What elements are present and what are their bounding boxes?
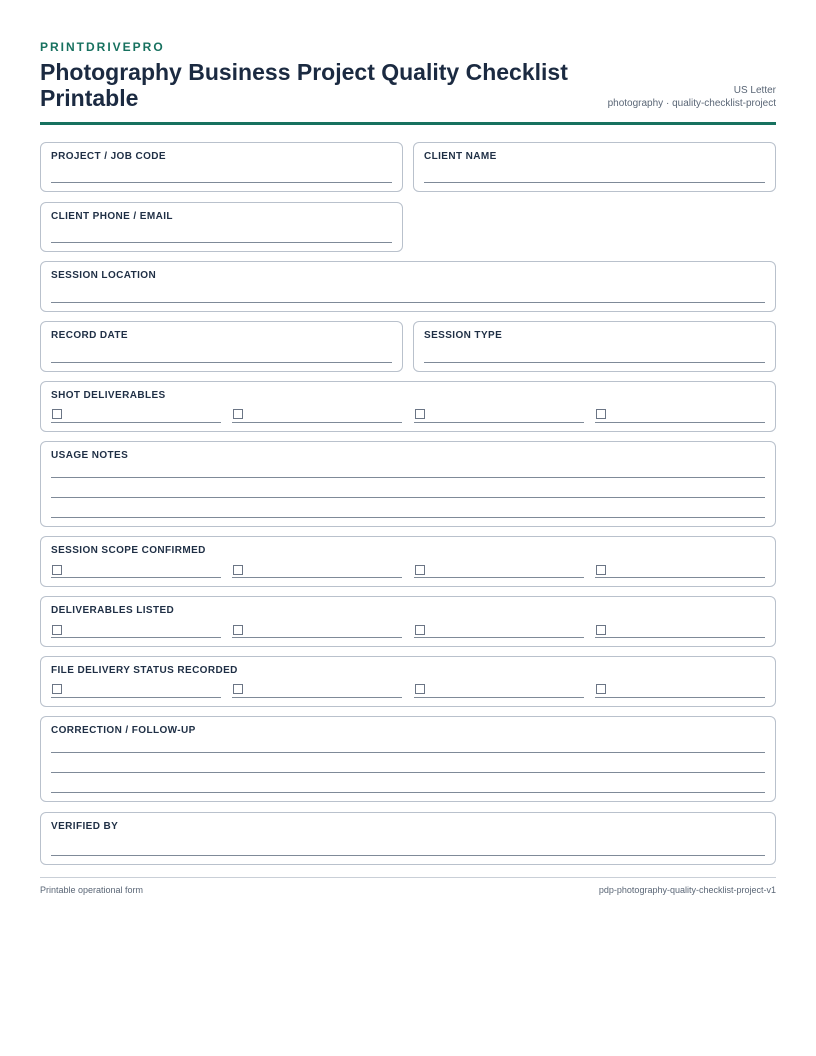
client-name-field[interactable]	[413, 142, 776, 192]
field-label: PROJECT / JOB CODE	[51, 151, 166, 162]
checkbox[interactable]	[596, 565, 606, 575]
record-date-field[interactable]	[40, 321, 403, 372]
write-line[interactable]	[51, 302, 765, 303]
verified-by-field[interactable]	[40, 812, 776, 865]
checkbox[interactable]	[596, 409, 606, 419]
write-line[interactable]	[51, 697, 221, 698]
checkbox[interactable]	[596, 625, 606, 635]
field-label: SESSION LOCATION	[51, 270, 157, 281]
write-line[interactable]	[51, 577, 221, 578]
write-line[interactable]	[51, 752, 765, 753]
field-label: RECORD DATE	[51, 330, 128, 341]
write-line[interactable]	[414, 697, 584, 698]
write-line[interactable]	[595, 697, 765, 698]
paper-size: US Letter	[733, 85, 776, 96]
checkbox[interactable]	[415, 625, 425, 635]
write-line[interactable]	[51, 182, 392, 183]
field-label: CLIENT PHONE / EMAIL	[51, 211, 173, 222]
field-label: DELIVERABLES LISTED	[51, 605, 175, 616]
write-line[interactable]	[232, 637, 402, 638]
write-line[interactable]	[232, 697, 402, 698]
field-label: SESSION TYPE	[424, 330, 503, 341]
write-line[interactable]	[595, 422, 765, 423]
checkbox[interactable]	[233, 565, 243, 575]
write-line[interactable]	[51, 772, 765, 773]
write-line[interactable]	[51, 477, 765, 478]
usage-notes-field[interactable]	[40, 441, 776, 527]
footer-divider	[40, 877, 776, 878]
field-label: VERIFIED BY	[51, 821, 119, 832]
page-title: Photography Business Project Quality Checklist Printable	[40, 59, 568, 111]
write-line[interactable]	[51, 242, 392, 243]
write-line[interactable]	[414, 422, 584, 423]
write-line[interactable]	[51, 792, 765, 793]
write-line[interactable]	[595, 637, 765, 638]
checkbox[interactable]	[415, 565, 425, 575]
checkbox[interactable]	[415, 409, 425, 419]
footer-form-type: Printable operational form	[40, 885, 144, 895]
write-line[interactable]	[414, 637, 584, 638]
write-line[interactable]	[51, 855, 765, 856]
checkbox[interactable]	[233, 684, 243, 694]
project-job-code-field[interactable]	[40, 142, 403, 192]
footer-form-id: pdp-photography-quality-checklist-project-v1	[598, 885, 776, 895]
checkbox[interactable]	[52, 625, 62, 635]
brand-name: PRINTDRIVEPRO	[40, 40, 165, 54]
field-label: FILE DELIVERY STATUS RECORDED	[51, 665, 238, 676]
client-phone-email-field[interactable]	[40, 202, 403, 252]
checkbox[interactable]	[52, 409, 62, 419]
field-label: CORRECTION / FOLLOW-UP	[51, 725, 196, 736]
write-line[interactable]	[51, 362, 392, 363]
checkbox[interactable]	[596, 684, 606, 694]
write-line[interactable]	[414, 577, 584, 578]
checkbox[interactable]	[233, 625, 243, 635]
write-line[interactable]	[51, 422, 221, 423]
field-label: USAGE NOTES	[51, 450, 129, 461]
field-label: SESSION SCOPE CONFIRMED	[51, 545, 206, 556]
header-divider	[40, 122, 776, 125]
file-delivery-status-checklist	[40, 656, 776, 707]
document-tags: photography · quality-checklist-project	[607, 98, 776, 109]
write-line[interactable]	[232, 422, 402, 423]
write-line[interactable]	[424, 182, 765, 183]
checkbox[interactable]	[52, 565, 62, 575]
checkbox[interactable]	[415, 684, 425, 694]
session-scope-confirmed-checklist	[40, 536, 776, 587]
document-meta	[608, 84, 776, 110]
shot-deliverables-checklist	[40, 381, 776, 432]
session-type-field[interactable]	[413, 321, 776, 372]
field-label: CLIENT NAME	[424, 151, 497, 162]
session-location-field[interactable]	[40, 261, 776, 312]
write-line[interactable]	[424, 362, 765, 363]
checkbox[interactable]	[52, 684, 62, 694]
write-line[interactable]	[232, 577, 402, 578]
write-line[interactable]	[51, 637, 221, 638]
field-label: SHOT DELIVERABLES	[51, 390, 166, 401]
write-line[interactable]	[51, 497, 765, 498]
write-line[interactable]	[595, 577, 765, 578]
deliverables-listed-checklist	[40, 596, 776, 647]
checkbox[interactable]	[233, 409, 243, 419]
correction-follow-up-field[interactable]	[40, 716, 776, 802]
write-line[interactable]	[51, 517, 765, 518]
